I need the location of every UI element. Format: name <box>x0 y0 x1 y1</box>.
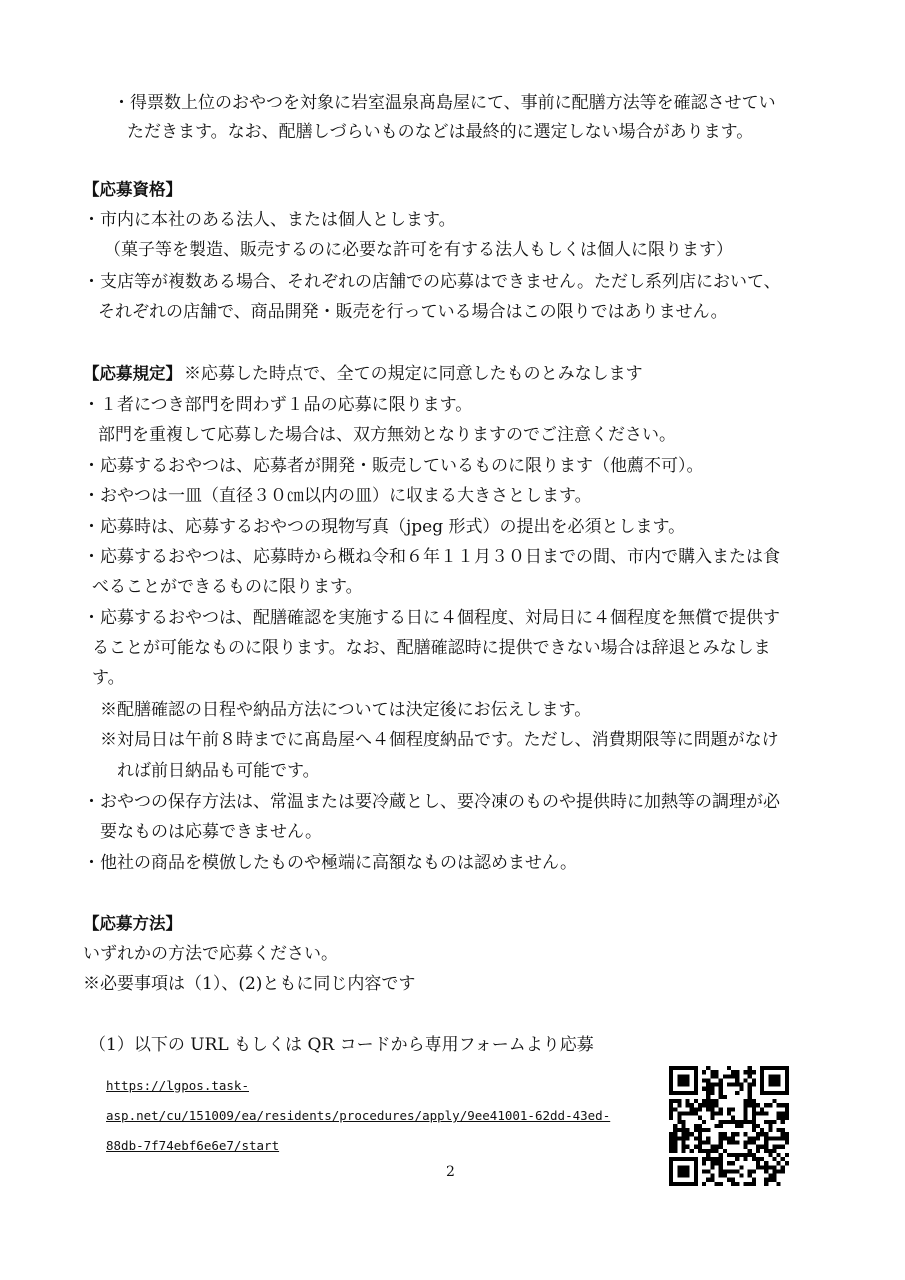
rules-line: ・応募するおやつは、応募時から概ね令和６年１１月３０日までの間、市内で購入または食 <box>83 547 780 567</box>
intro-line-1: ・得票数上位のおやつを対象に岩室温泉髙島屋にて、事前に配膳方法等を確認させてい <box>113 93 776 113</box>
rules-line: ・他社の商品を模倣したものや極端に高額なものは認めません。 <box>83 853 578 873</box>
rules-heading-note: ※応募した時点で、全ての規定に同意したものとみなします <box>184 364 643 384</box>
rules-line: 部門を重複して応募した場合は、双方無効となりますのでご注意ください。 <box>98 425 676 445</box>
rules-line: ※配膳確認の日程や納品方法については決定後にお伝えします。 <box>100 700 592 720</box>
eligibility-line: ・支店等が複数ある場合、それぞれの店舗での応募はできません。ただし系列店において、 <box>83 272 781 292</box>
rules-line: ・応募時は、応募するおやつの現物写真（jpeg 形式）の提出を必須とします。 <box>83 517 686 537</box>
method-line-2: ※必要事項は（1）、(2)ともに同じ内容です <box>83 974 416 994</box>
rules-line: ・おやつの保存方法は、常温または要冷蔵とし、要冷凍のものや提供時に加熱等の調理が必 <box>83 792 780 812</box>
form-url-link[interactable]: asp.net/cu/151009/ea/residents/procedures/apply/9ee41001-62dd-43ed- <box>106 1108 611 1123</box>
intro-line-2: ただきます。なお、配膳しづらいものなどは最終的に選定しない場合があります。 <box>127 122 754 142</box>
eligibility-line: それぞれの店舗で、商品開発・販売を行っている場合はこの限りではありません。 <box>98 302 728 322</box>
method-option-1: （1）以下の URL もしくは QR コードから専用フォームより応募 <box>89 1035 594 1055</box>
method-heading: 【応募方法】 <box>83 914 182 933</box>
eligibility-heading: 【応募資格】 <box>83 180 182 199</box>
eligibility-line: （菓子等を製造、販売するのに必要な許可を有する法人もしくは個人に限ります） <box>104 240 733 260</box>
eligibility-line: ・市内に本社のある法人、または個人とします。 <box>83 210 456 230</box>
rules-line: れば前日納品も可能です。 <box>117 761 320 781</box>
rules-line: べることができるものに限ります。 <box>92 577 363 597</box>
rules-line: す。 <box>92 668 125 688</box>
method-line-1: いずれかの方法で応募ください。 <box>83 944 338 964</box>
rules-line: 要なものは応募できません。 <box>100 822 323 842</box>
form-url-link[interactable]: https://lgpos.task- <box>106 1078 249 1093</box>
rules-heading: 【応募規定】 <box>83 364 182 383</box>
rules-line: ・おやつは一皿（直径３０㎝以内の皿）に収まる大きさとします。 <box>83 486 592 506</box>
rules-line: ・１者につき部門を問わず１品の応募に限ります。 <box>83 395 473 415</box>
qr-code-icon[interactable] <box>669 1066 789 1186</box>
page-number: 2 <box>446 1164 455 1180</box>
form-url-link[interactable]: 88db-7f74ebf6e6e7/start <box>106 1138 280 1153</box>
rules-line: ・応募するおやつは、配膳確認を実施する日に４個程度、対局日に４個程度を無償で提供す <box>83 608 780 628</box>
rules-line: ることが可能なものに限ります。なお、配膳確認時に提供できない場合は辞退とみなしま <box>92 638 771 658</box>
rules-line: ※対局日は午前８時までに髙島屋へ４個程度納品です。ただし、消費期限等に問題がなけ <box>100 730 779 750</box>
rules-line: ・応募するおやつは、応募者が開発・販売しているものに限ります（他薦不可）。 <box>83 456 704 476</box>
